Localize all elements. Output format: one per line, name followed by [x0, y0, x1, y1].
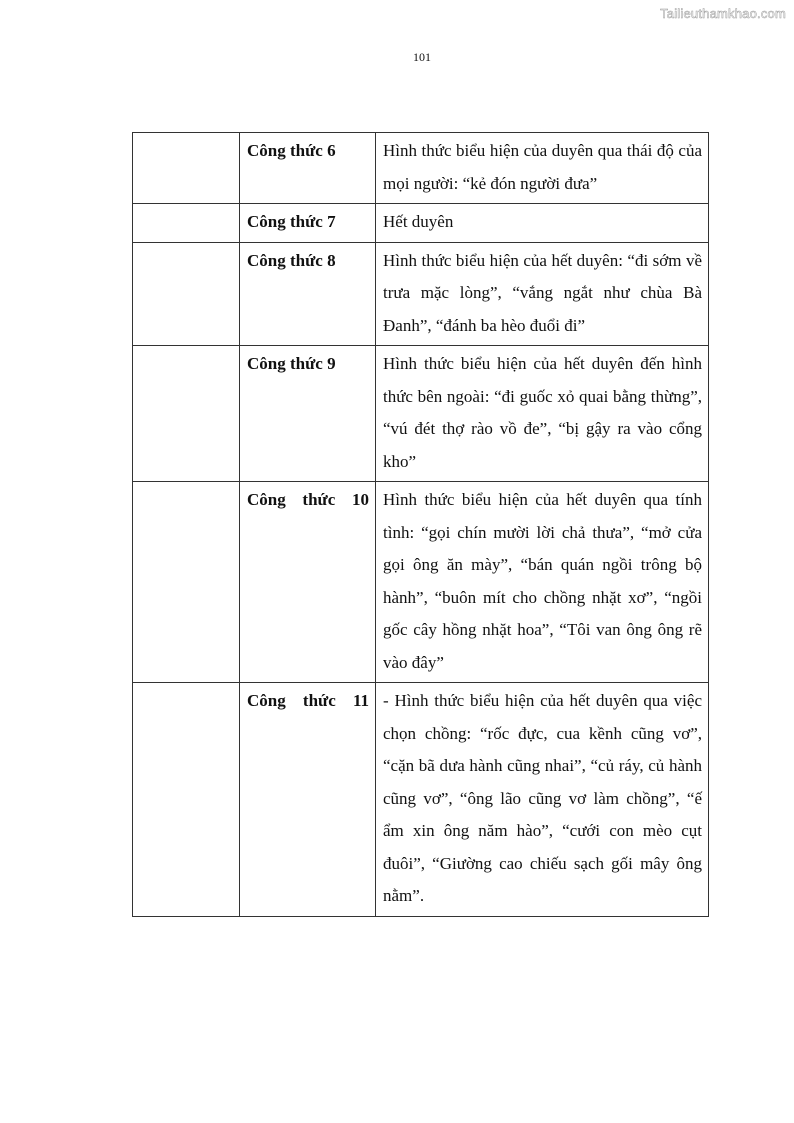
table-row: [133, 683, 709, 917]
table-cell-empty: [133, 346, 240, 482]
formula-label: Công thức 9: [240, 346, 376, 482]
watermark: Tailieuthamkhao.com: [660, 6, 786, 21]
formula-label: Công thức 10: [240, 482, 376, 683]
table-row: [133, 242, 709, 346]
table-cell-empty: [133, 482, 240, 683]
formula-description: Hình thức biểu hiện của hết duyên qua tính tình: “gọi chín mười lời chả thưa”, “mở cửa gọi ông ăn mày”, “bán quán ngồi trông bộ hành”, “buôn mít cho chồng nhặt xơ”, “ngồi gốc cây hồng nhặt hoa”, “Tôi van ông ông rẽ vào đây”: [376, 482, 709, 683]
table-row: [133, 482, 709, 683]
table-cell-empty: [133, 204, 240, 243]
table-cell-empty: [133, 133, 240, 204]
table-row: [133, 346, 709, 482]
table-row: [133, 204, 709, 243]
formula-label: Công thức 6: [240, 133, 376, 204]
table-cell-empty: [133, 242, 240, 346]
formula-label: Công thức 7: [240, 204, 376, 243]
page-number: 101: [413, 50, 431, 64]
formula-description: Hình thức biểu hiện của hết duyên: “đi sớm về trưa mặc lòng”, “vắng ngắt như chùa Bà Đanh”, “đánh ba hèo đuổi đi”: [376, 242, 709, 346]
formula-table: [132, 132, 709, 917]
table-row: [133, 133, 709, 204]
formula-description: Hình thức biểu hiện của duyên qua thái độ của mọi người: “kẻ đón người đưa”: [376, 133, 709, 204]
formula-description: - Hình thức biểu hiện của hết duyên qua việc chọn chồng: “rốc đực, cua kềnh cũng vơ”, “cặn bã dưa hành cũng nhai”, “củ ráy, củ hành cũng vơ”, “ông lão cũng vơ làm chồng”, “ế ẩm xin ông năm hào”, “cưới con mèo cụt đuôi”, “Giường cao chiếu sạch gối mây ông nằm”.: [376, 683, 709, 917]
formula-label: Công thức 8: [240, 242, 376, 346]
table-cell-empty: [133, 683, 240, 917]
formula-description: Hết duyên: [376, 204, 709, 243]
formula-description: Hình thức biểu hiện của hết duyên đến hình thức bên ngoài: “đi guốc xỏ quai bằng thừng”, “vú đét thợ rào vồ đe”, “bị gậy ra vào cổng kho”: [376, 346, 709, 482]
formula-label: Công thức 11: [240, 683, 376, 917]
